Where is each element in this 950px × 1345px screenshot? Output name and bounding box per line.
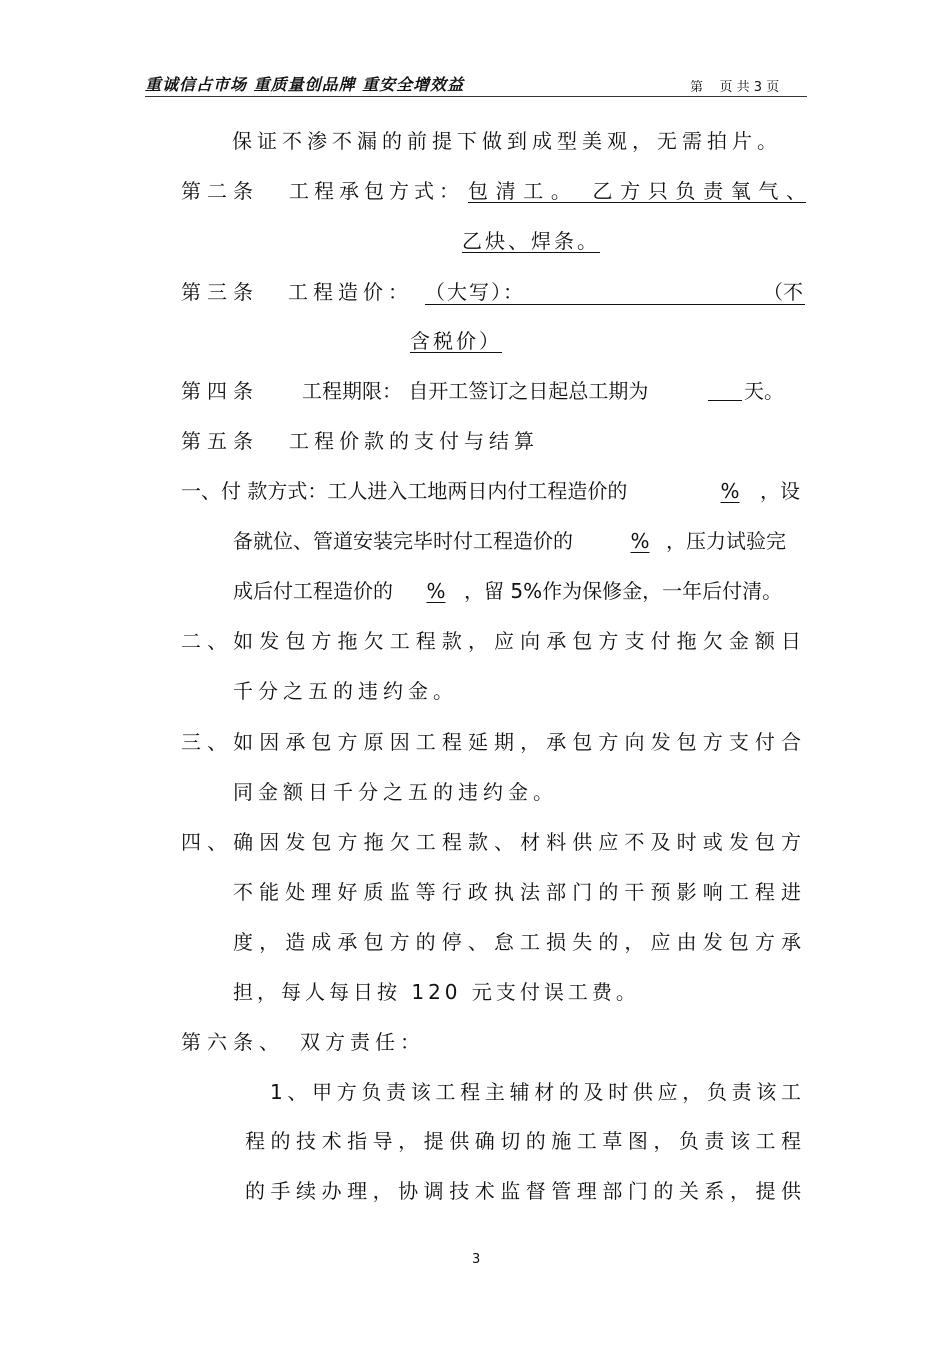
responsibility-text: 的手续办理，协调技术监督管理部门的关系，提供 [245, 1179, 801, 1203]
percent-blank: % [630, 529, 650, 553]
percent-blank: % [720, 479, 740, 503]
clause-text: 度，造成承包方的停、怠工损失的，应由发包方承 [233, 930, 801, 954]
clause-text: 一、付 款方式：工人进入工地两日内付工程造价的 [181, 479, 628, 503]
clause-text: 不能处理好质监等行政执法部门的干预影响工程进 [233, 880, 801, 904]
days-blank [708, 378, 742, 401]
article-content: 包清工。 乙方只负责氧气、 [468, 179, 806, 203]
responsibility-text: 程的技术指导，提供确切的施工草图，负责该工程 [245, 1129, 801, 1153]
clause-text: 备就位、管道安装完毕时付工程造价的 [233, 529, 573, 553]
header-page-info: 第 页 共 3 页 [690, 80, 780, 95]
article-label: 第六条、 [181, 1030, 285, 1054]
responsibility-text: 1、甲方负责该工程主辅材的及时供应，负责该工 [270, 1080, 801, 1104]
clause-text: ，设 [760, 479, 800, 503]
clause-text: 千分之五的违约金。 [233, 679, 458, 703]
article-title: 双方责任： [300, 1030, 425, 1054]
header-divider [145, 96, 807, 97]
article-title: 工程造价： [288, 280, 413, 304]
price-tax-note-cont: 含税价） [410, 329, 502, 353]
article-label: 第三条 [181, 280, 259, 304]
clause-text: 二、如发包方拖欠工程款，应向承包方支付拖欠金额日 [181, 629, 801, 653]
article-content-cont: 乙炔、焊条。 [462, 229, 600, 253]
article-title: 工程价款的支付与结算 [289, 429, 539, 453]
clause-text: 担，每人每日按 120 元支付误工费。 [233, 980, 640, 1004]
clause-text: 四、确因发包方拖欠工程款、材料供应不及时或发包方 [181, 830, 801, 854]
clause-text: 成后付工程造价的 [233, 579, 393, 603]
header-slogan: 重诚信占市场 重质量创品牌 重安全增效益 [145, 75, 465, 94]
body-line: 保证不渗不漏的前提下做到成型美观，无需拍片。 [232, 129, 780, 153]
article-title: 工程承包方式： [289, 179, 464, 203]
article-label: 第二条 [181, 179, 259, 203]
percent-blank: % [426, 579, 446, 603]
article-label: 第五条 [181, 429, 259, 453]
article-label: 第四条 [181, 379, 259, 403]
clause-text: 同金额日千分之五的违约金。 [233, 780, 558, 804]
price-tax-note: （不 [763, 280, 803, 304]
article-text: 工程期限： 自开工签订之日起总工期为 [302, 379, 649, 403]
clause-text: ，压力试验完 [666, 529, 786, 553]
clause-text: 三、如因承包方原因工程延期，承包方向发包方支付合 [181, 730, 801, 754]
clause-text: ，留 5%作为保修金，一年后付清。 [464, 579, 783, 603]
page-number: 3 [472, 1252, 481, 1267]
price-upper-label: （大写）： [425, 280, 525, 304]
days-unit: 天。 [744, 379, 784, 403]
